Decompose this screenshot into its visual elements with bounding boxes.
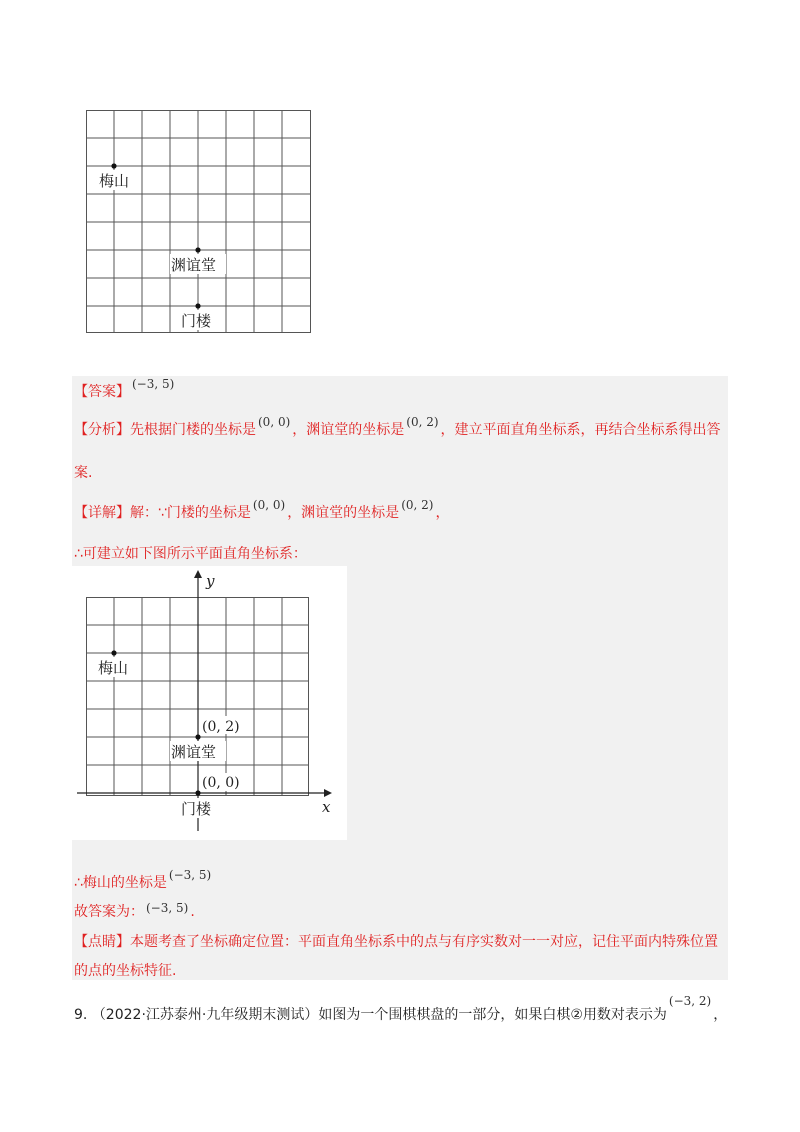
comment-text-1: 本题考查了坐标确定位置：平面直角坐标系中的点与有序实数对一一对应，记住平面内特殊位置 — [130, 934, 718, 950]
meishan-point — [111, 163, 116, 168]
detail-text-2: ，渊谊堂的坐标是 — [287, 505, 400, 521]
grid-lines — [86, 110, 311, 333]
coordinate-system-figure — [72, 566, 347, 840]
analysis-line-1 — [74, 415, 721, 439]
analysis-coord-1: (0, 0) — [258, 415, 291, 429]
yuanyitang-point — [195, 247, 200, 252]
comment-line-1 — [74, 931, 718, 951]
therefore-line-1: ∴可建立如下图所示平面直角坐标系： — [74, 546, 307, 562]
analysis-text-2: ，渊谊堂的坐标是 — [292, 422, 405, 438]
answer-tag: 【答案】 — [74, 384, 130, 400]
analysis-text-3: ，建立平面直角坐标系，再结合坐标系得出答 — [440, 422, 721, 438]
detail-text-1: 解：∵门楼的坐标是 — [130, 505, 251, 521]
answer-line — [74, 377, 176, 401]
question-text: （2022·江苏泰州·九年级期末测试）如图为一个围棋棋盘的一部分，如果白棋②用数对表示为 — [91, 1007, 667, 1023]
comment-line-2: 的点的坐标特征. — [74, 963, 177, 979]
meishan-label-2: 梅山 — [98, 659, 129, 677]
question-tail: ， — [713, 1007, 728, 1023]
therefore-2-text: ∴梅山的坐标是 — [74, 875, 167, 891]
analysis-coord-2: (0, 2) — [406, 415, 439, 429]
menlou-coord-label: (0, 0) — [202, 775, 240, 791]
landmark-grid-figure — [86, 110, 312, 334]
analysis-text-1: 先根据门楼的坐标是 — [130, 422, 256, 438]
detail-tag: 【详解】 — [74, 505, 130, 521]
yuanyitang-label-2: 渊谊堂 — [171, 743, 217, 761]
analysis-line-2: 案. — [74, 465, 93, 481]
comment-tag: 【点睛】 — [74, 934, 130, 950]
detail-text-3: ， — [435, 505, 450, 521]
final-answer-line — [74, 901, 195, 921]
answer-value: (−3, 5) — [132, 377, 175, 391]
meishan-point-2 — [111, 650, 116, 655]
detail-coord-2: (0, 2) — [401, 498, 434, 512]
yuanyitang-point-2 — [195, 734, 200, 739]
x-axis-label: x — [322, 798, 331, 816]
menlou-label-2: 门楼 — [181, 800, 212, 818]
question-coord: (−3, 2) — [668, 994, 712, 1008]
final-answer-text: 故答案为： — [74, 904, 144, 920]
yuanyitang-label: 渊谊堂 — [171, 256, 217, 274]
yuanyitang-coord-label: (0, 2) — [202, 719, 240, 735]
menlou-point-2 — [195, 790, 200, 795]
detail-line — [74, 498, 450, 522]
final-answer-period: . — [190, 904, 195, 920]
question-9 — [74, 994, 728, 1024]
detail-coord-1: (0, 0) — [252, 498, 286, 512]
therefore-line-2 — [74, 868, 213, 892]
meishan-label: 梅山 — [99, 172, 130, 190]
therefore-2-coord: (−3, 5) — [168, 868, 212, 882]
question-number: 9. — [74, 1007, 88, 1023]
menlou-label: 门楼 — [181, 312, 212, 330]
menlou-point — [195, 303, 200, 308]
final-answer-coord: (−3, 5) — [146, 901, 189, 915]
y-axis-label: y — [206, 572, 215, 590]
analysis-tag: 【分析】 — [74, 422, 130, 438]
